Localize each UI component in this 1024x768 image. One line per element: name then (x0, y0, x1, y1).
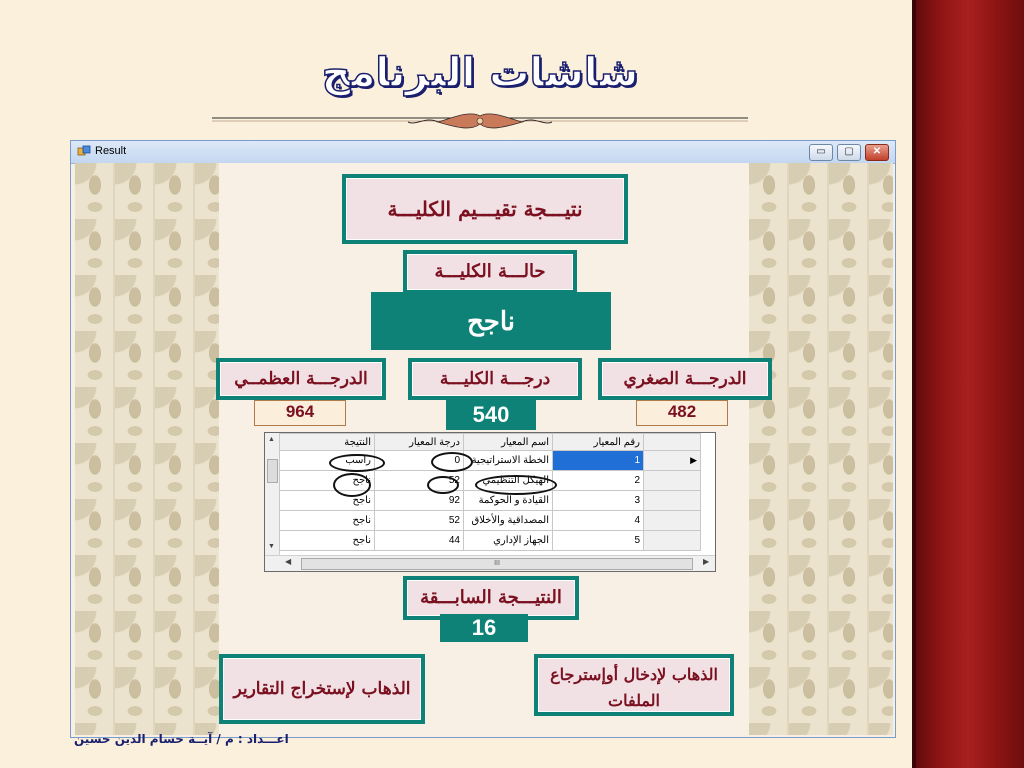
column-header-name[interactable]: اسم المعيار (464, 434, 553, 451)
scroll-up-arrow-icon[interactable]: ▲ (268, 436, 275, 443)
current-row-arrow-icon: ▶ (644, 451, 701, 471)
grid-vertical-scrollbar[interactable] (265, 433, 280, 555)
cell-result[interactable]: ناجح (280, 511, 375, 531)
column-header-id[interactable]: رقم المعيار (553, 434, 644, 451)
cell-result[interactable]: ناجح (280, 491, 375, 511)
column-header-result[interactable]: النتيجة (280, 434, 375, 451)
row-header-cell[interactable] (644, 471, 701, 491)
damask-pattern-left (75, 163, 219, 735)
cell-score[interactable]: 52 (375, 511, 464, 531)
cell-id[interactable]: 3 (553, 491, 644, 511)
row-header-cell[interactable] (644, 511, 701, 531)
college-degree-label: درجـــة الكليـــة (408, 358, 582, 400)
row-header-cell[interactable] (644, 491, 701, 511)
close-button[interactable]: ✕ (865, 144, 889, 161)
author-credit: اعـــداد : م / آيــة حسام الدين حسين (74, 732, 289, 746)
row-header-cell[interactable] (644, 531, 701, 551)
previous-result-label: النتيـــجة السابـــقة (403, 576, 579, 620)
college-status-label: حالـــة الكليـــة (403, 250, 577, 294)
scroll-thumb[interactable] (267, 459, 278, 483)
cell-id[interactable]: 4 (553, 511, 644, 531)
table-row[interactable] (280, 531, 701, 551)
college-degree-value: 540 (446, 400, 536, 430)
cell-score[interactable]: 44 (375, 531, 464, 551)
hscroll-thumb[interactable]: III (301, 558, 693, 570)
highlight-oval-failed (329, 454, 385, 472)
grid-horizontal-scrollbar[interactable] (265, 555, 715, 571)
column-header-score[interactable]: درجة المعيار (375, 434, 464, 451)
highlight-oval-passed (333, 473, 371, 497)
cell-name[interactable]: القيادة و الحوكمة (464, 491, 553, 511)
cell-id[interactable]: 2 (553, 471, 644, 491)
cell-name[interactable]: الخطة الاستراتيجية (464, 451, 553, 471)
table-row[interactable] (280, 511, 701, 531)
highlight-oval-score-0 (431, 452, 473, 472)
cell-score[interactable]: 52 (375, 471, 464, 491)
window-title: Result (95, 145, 127, 157)
min-degree-label: الدرجـــة الصغري (598, 358, 772, 400)
row-header-column (644, 434, 701, 451)
previous-result-value: 16 (440, 614, 528, 642)
cell-result[interactable]: ناجح (280, 531, 375, 551)
max-degree-value: 964 (254, 400, 346, 426)
min-degree-value: 482 (636, 400, 728, 426)
evaluation-result-heading: نتيـــجة تقيـــيم الكليـــة (342, 174, 628, 244)
damask-pattern-right (749, 163, 893, 735)
maximize-button[interactable]: ▢ (837, 144, 861, 161)
cell-name[interactable]: الهيكل التنظيمي (464, 471, 553, 491)
cell-score[interactable]: 0 (375, 451, 464, 471)
scroll-left-arrow-icon[interactable]: ◀ (285, 557, 292, 566)
highlight-oval-score-52 (427, 476, 459, 494)
cell-name[interactable]: الجهاز الإداري (464, 531, 553, 551)
table-header-row (280, 434, 701, 451)
college-status-value: ناجح (371, 292, 611, 350)
cell-id-selected[interactable]: 1 (553, 451, 644, 471)
slide-title: شاشات البرنامج (321, 50, 639, 96)
cell-name[interactable]: المصداقية والأخلاق (464, 511, 553, 531)
decorative-red-sidebar (912, 0, 1024, 768)
scroll-down-arrow-icon[interactable]: ▼ (268, 543, 275, 550)
ornament-divider (212, 112, 748, 132)
go-reports-button[interactable]: الذهاب لإستخراج التقارير (219, 654, 425, 724)
max-degree-label: الدرجـــة العظمــي (216, 358, 386, 400)
window-titlebar[interactable] (71, 141, 895, 164)
cell-result[interactable]: راسب (280, 451, 375, 471)
minimize-button[interactable]: ▭ (809, 144, 833, 161)
app-icon (77, 145, 91, 159)
cell-result[interactable]: ناجح (280, 471, 375, 491)
highlight-oval-structure (475, 475, 557, 495)
go-files-button[interactable]: الذهاب لإدخال أوإسترجاع الملفات (534, 654, 734, 716)
cell-score[interactable]: 92 (375, 491, 464, 511)
scroll-right-arrow-icon[interactable]: ▶ (703, 557, 710, 566)
cell-id[interactable]: 5 (553, 531, 644, 551)
criteria-grid[interactable] (264, 432, 716, 572)
